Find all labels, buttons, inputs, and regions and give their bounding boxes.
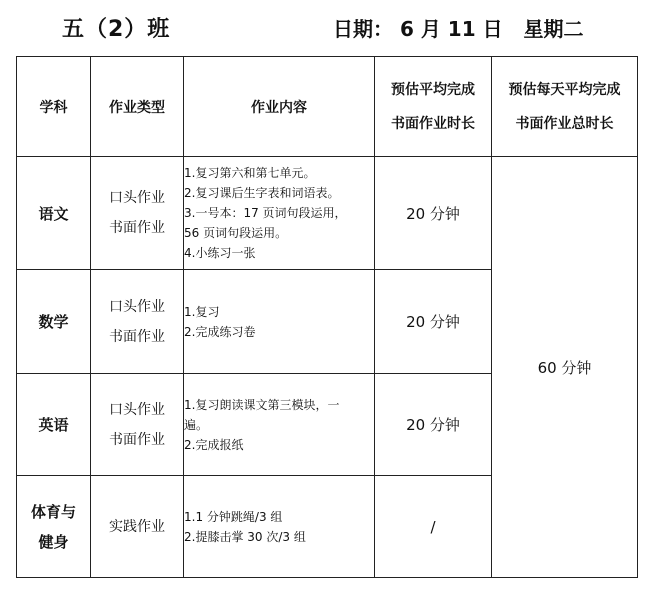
col-header-content: 作业内容	[184, 57, 375, 157]
content-line: 2.完成练习卷	[184, 324, 256, 339]
content-line: 2.完成报纸	[184, 437, 244, 452]
total-duration-cell: 60 分钟	[492, 157, 638, 578]
type-label: 口头作业	[109, 401, 165, 418]
type-label: 口头作业	[109, 298, 165, 315]
content-line: 1.1 分钟跳绳/3 组	[184, 509, 283, 524]
content-line: 1.复习	[184, 304, 220, 319]
type-label: 实践作业	[109, 518, 165, 535]
content-cell	[184, 476, 375, 578]
content-cell	[184, 270, 375, 374]
subject-line: 健身	[38, 532, 69, 551]
subject-cell: 数学	[17, 270, 91, 374]
col-header-total-line1: 预估每天平均完成	[508, 81, 621, 98]
content-line: 3.一号本：17 页词句段运用，	[184, 206, 347, 220]
table-row	[17, 157, 638, 270]
content-line: 2.提膝击掌 30 次/3 组	[184, 529, 306, 544]
date-line	[333, 13, 584, 42]
subject-line: 体育与	[30, 502, 76, 521]
type-cell	[91, 374, 184, 476]
type-label: 口头作业	[109, 190, 165, 206]
col-header-type: 作业类型	[91, 57, 184, 157]
duration-cell: 20 分钟	[375, 374, 492, 476]
duration-cell: 20 分钟	[375, 157, 492, 270]
content-line: 1.复习朗读课文第三模块，一	[184, 397, 340, 412]
class-title: 五（2）班	[62, 17, 171, 42]
col-header-total-line2: 书面作业总时长	[515, 115, 614, 132]
duration-cell: 20 分钟	[375, 270, 492, 374]
content-line: 遍。	[184, 417, 209, 432]
homework-table	[16, 56, 638, 578]
subject-cell: 语文	[17, 157, 91, 270]
type-label: 书面作业	[109, 431, 165, 448]
content-line: 1.复习第六和第七单元。	[184, 166, 316, 180]
date-label: 日期：	[333, 17, 393, 41]
type-label: 书面作业	[109, 328, 165, 345]
subject-cell: 英语	[17, 374, 91, 476]
content-line: 4.小练习一张	[184, 246, 256, 260]
type-cell	[91, 157, 184, 270]
date-value: 6 月 11 日	[399, 17, 503, 41]
content-cell	[184, 157, 375, 270]
weekday: 星期二	[523, 17, 584, 41]
col-header-avg-line2: 书面作业时长	[391, 115, 475, 132]
col-header-avg-line1: 预估平均完成	[391, 81, 475, 98]
table-header-row	[17, 57, 638, 157]
type-label: 书面作业	[109, 220, 165, 236]
type-cell	[91, 270, 184, 374]
col-header-total-duration	[492, 57, 638, 157]
content-line: 56 页词句段运用。	[184, 226, 288, 240]
col-header-subject: 学科	[17, 57, 91, 157]
type-cell	[91, 476, 184, 578]
col-header-avg-duration	[375, 57, 492, 157]
duration-cell: /	[375, 476, 492, 578]
content-line: 2.复习课后生字表和词语表。	[184, 186, 340, 200]
page-header	[0, 10, 650, 40]
subject-cell	[17, 476, 91, 578]
content-cell	[184, 374, 375, 476]
